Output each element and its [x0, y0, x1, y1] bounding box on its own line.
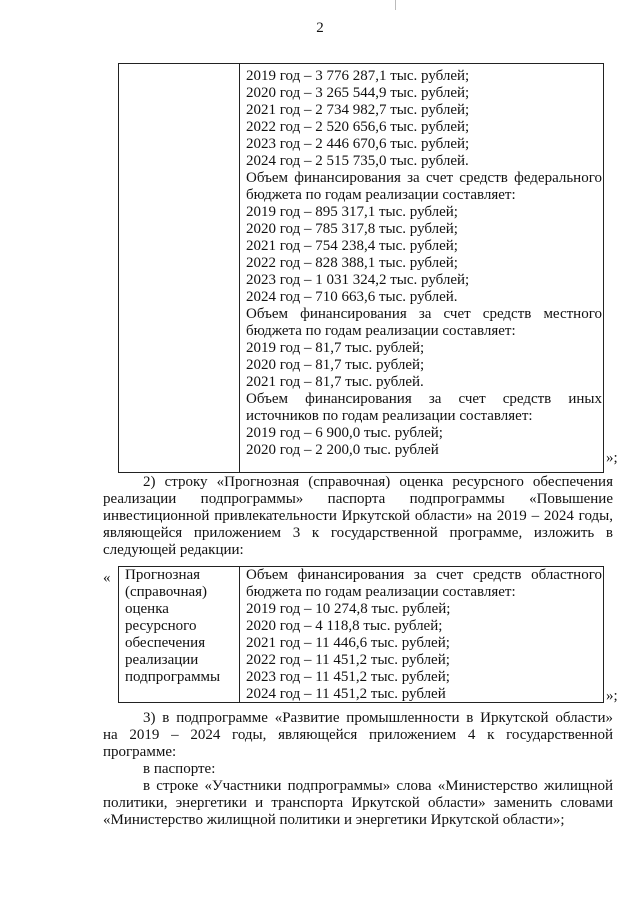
funding-line: 2021 год – 81,7 тыс. рублей. [246, 374, 424, 390]
funding-line: 2021 год – 2 734 982,7 тыс. рублей; [246, 102, 470, 118]
paragraph-line: на 2019 – 2024 годы, являющейся приложением 4 к государственной [103, 727, 613, 743]
funding-heading-line: Объем финансирования за счет средств федерального [246, 170, 602, 186]
row-label-line: оценка [125, 601, 169, 617]
funding-line: 2019 год – 81,7 тыс. рублей; [246, 340, 425, 356]
funding-line: 2023 год – 2 446 670,6 тыс. рублей; [246, 136, 470, 152]
row-label-line: подпрограммы [125, 669, 221, 685]
forecast-funding-table [118, 566, 604, 703]
funding-line: 2024 год – 11 451,2 тыс. рублей [246, 686, 446, 702]
row-label-line: Прогнозная [125, 567, 201, 583]
closing-quote: »; [606, 450, 618, 466]
paragraph-item-2 [103, 474, 613, 559]
paragraph-line: являющейся приложением 3 к государственной программе, изложить в [103, 525, 613, 541]
funding-line: 2021 год – 11 446,6 тыс. рублей; [246, 635, 450, 651]
paragraph-line: следующей редакции: [103, 542, 244, 558]
paragraph-line: 2) строку «Прогнозная (справочная) оценка ресурсного обеспечения [143, 474, 613, 490]
paragraph-line: программе: [103, 744, 177, 760]
funding-heading-line: бюджета по годам реализации составляет: [246, 187, 516, 203]
paragraph-line: в паспорте: [143, 761, 216, 777]
opening-quote: « [103, 570, 111, 586]
funding-table-continued [118, 63, 604, 473]
funding-line: 2020 год – 785 317,8 тыс. рублей; [246, 221, 458, 237]
funding-line: 2020 год – 81,7 тыс. рублей; [246, 357, 425, 373]
closing-quote: »; [606, 688, 618, 704]
scan-mark [395, 0, 396, 10]
funding-text-cell [246, 68, 602, 459]
funding-heading-line: бюджета по годам реализации составляет: [246, 323, 516, 339]
funding-line: 2022 год – 11 451,2 тыс. рублей; [246, 652, 450, 668]
paragraph-line: 3) в подпрограмме «Развитие промышленности в Иркутской области» [143, 710, 613, 726]
funding-line: 2019 год – 895 317,1 тыс. рублей; [246, 204, 458, 220]
column-divider [239, 567, 240, 702]
funding-line: 2024 год – 710 663,6 тыс. рублей. [246, 289, 458, 305]
funding-heading-line: Объем финансирования за счет средств областного [246, 567, 602, 583]
funding-heading-line: Объем финансирования за счет средств иных [246, 391, 602, 407]
row-label-line: ресурсного [125, 618, 197, 634]
paragraph-line: реализации подпрограммы» паспорта подпрограммы «Повышение [103, 491, 613, 507]
funding-line: 2019 год – 10 274,8 тыс. рублей; [246, 601, 451, 617]
funding-line: 2020 год – 4 118,8 тыс. рублей; [246, 618, 443, 634]
funding-line: 2024 год – 2 515 735,0 тыс. рублей. [246, 153, 469, 169]
column-divider [239, 64, 240, 472]
row-label-line: реализации [125, 652, 199, 668]
paragraph-line: политики, энергетики и транспорта Иркутской области» заменить словами [103, 795, 613, 811]
row-label-cell [125, 567, 235, 686]
funding-heading-line: источников по годам реализации составляет: [246, 408, 533, 424]
funding-heading-line: Объем финансирования за счет средств местного [246, 306, 602, 322]
funding-line: 2023 год – 1 031 324,2 тыс. рублей; [246, 272, 470, 288]
funding-text-cell [246, 567, 602, 703]
paragraph-line: инвестиционной привлекательности Иркутской области» на 2019 – 2024 годы, [103, 508, 613, 524]
funding-line: 2020 год – 3 265 544,9 тыс. рублей; [246, 85, 470, 101]
funding-line: 2019 год – 3 776 287,1 тыс. рублей; [246, 68, 470, 84]
page-number: 2 [316, 20, 324, 36]
paragraph-line: в строке «Участники подпрограммы» слова «Министерство жилищной [143, 778, 613, 794]
paragraph-line: «Министерство жилищной политики и энергетики Иркутской области»; [103, 812, 565, 828]
funding-line: 2020 год – 2 200,0 тыс. рублей [246, 442, 439, 458]
funding-line: 2019 год – 6 900,0 тыс. рублей; [246, 425, 443, 441]
funding-line: 2022 год – 828 388,1 тыс. рублей; [246, 255, 458, 271]
row-label-line: обеспечения [125, 635, 206, 651]
paragraph-item-3 [103, 710, 613, 829]
row-label-line: (справочная) [125, 584, 208, 600]
funding-line: 2023 год – 11 451,2 тыс. рублей; [246, 669, 450, 685]
funding-line: 2021 год – 754 238,4 тыс. рублей; [246, 238, 458, 254]
funding-line: 2022 год – 2 520 656,6 тыс. рублей; [246, 119, 470, 135]
funding-heading-line: бюджета по годам реализации составляет: [246, 584, 516, 600]
